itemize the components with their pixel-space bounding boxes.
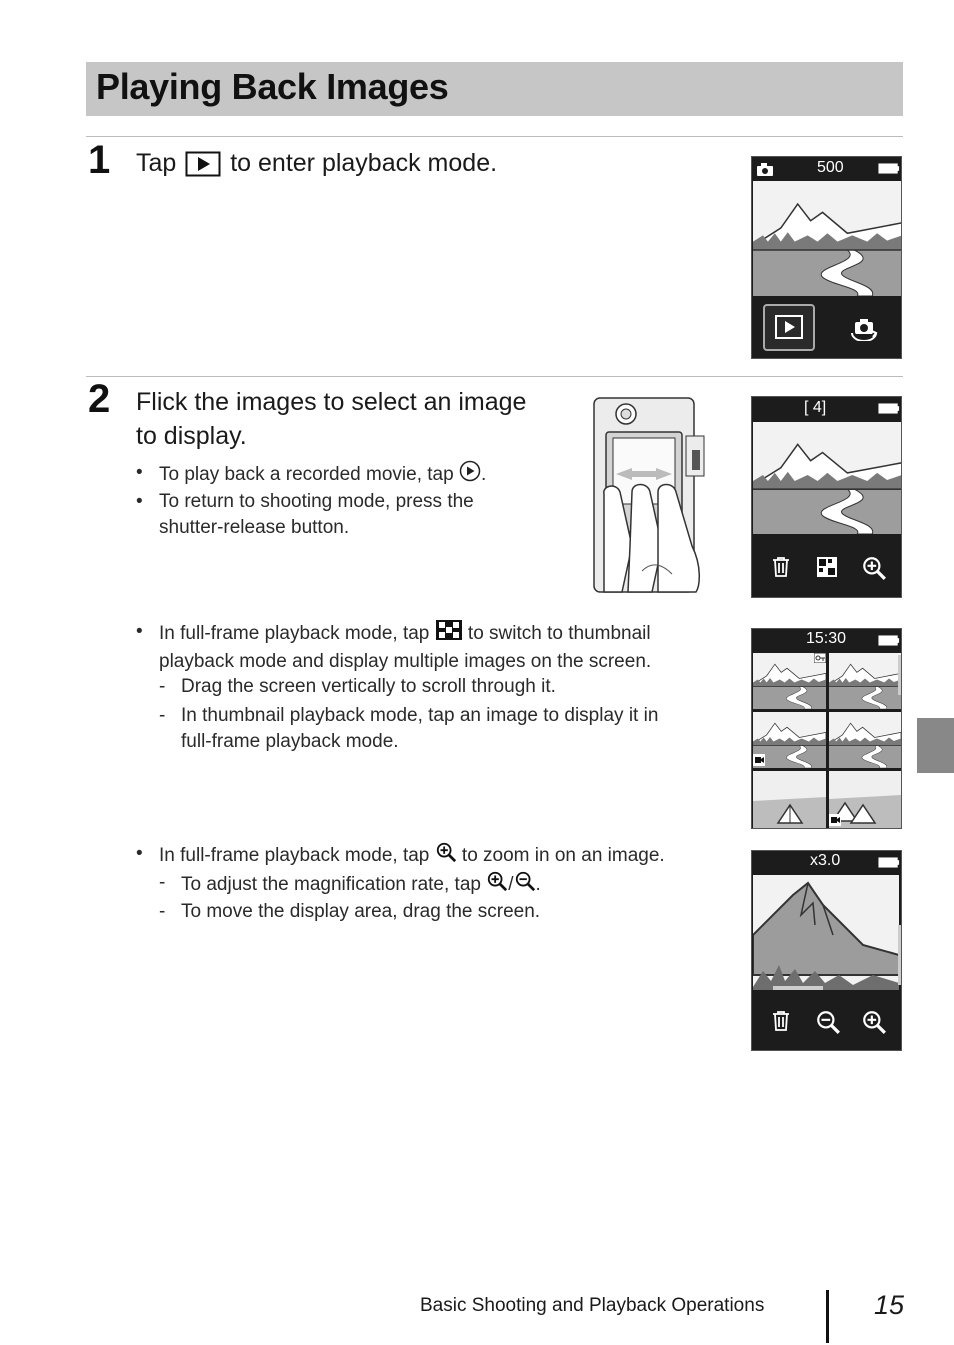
camera-screen-shooting: [751, 156, 902, 359]
footer-section-title: Basic Shooting and Playback Operations: [420, 1295, 765, 1316]
thumbnail-image[interactable]: [829, 712, 901, 768]
page-number: 15: [874, 1290, 905, 1320]
list-subitem: - To move the display area, drag the screen.: [159, 901, 541, 922]
chapter-tab: [917, 718, 954, 773]
protect-icon: [814, 653, 826, 663]
movie-icon: [829, 814, 841, 826]
list-item: • To play back a recorded movie, tap .: [159, 460, 486, 490]
zoom-in-icon[interactable]: [861, 555, 887, 581]
playback-button[interactable]: [763, 304, 815, 351]
list-item: • In full-frame playback mode, tap to zoom in on an image.: [159, 841, 665, 871]
section-divider: [86, 376, 903, 377]
full-frame-image[interactable]: [753, 422, 902, 534]
switch-camera-icon[interactable]: [850, 315, 878, 341]
movie-play-icon: [459, 460, 481, 490]
camera-screen-zoom: [751, 850, 902, 1051]
page-title: Playing Back Images: [96, 66, 449, 107]
flick-gesture-illustration: [592, 396, 712, 598]
footer-divider: [826, 1290, 829, 1343]
zoomed-image[interactable]: [753, 875, 899, 990]
zoom-level: x3.0: [810, 852, 841, 869]
battery-icon: [878, 857, 900, 868]
list-subitem: - In thumbnail playback mode, tap an image to display it in full-frame playback mode.: [159, 705, 659, 752]
shots-remaining: 500: [817, 159, 844, 176]
list-item: • In full-frame playback mode, tap to switch to thumbnail playback mode and display multiple images on the screen.: [136, 621, 652, 672]
step-number-1: 1: [88, 138, 111, 182]
list-item: • To return to shooting mode, press the shutter-release button.: [136, 491, 474, 538]
step2-heading-line1: Flick the images to select an image: [136, 388, 527, 416]
zoom-in-icon[interactable]: [861, 1009, 887, 1035]
section-divider: [86, 136, 903, 137]
thumbnail-icon[interactable]: [815, 555, 839, 579]
delete-icon[interactable]: [769, 555, 793, 579]
battery-icon: [878, 163, 900, 174]
playback-icon: [185, 151, 221, 177]
list-subitem: - To adjust the magnification rate, tap / .: [181, 870, 541, 900]
scrollbar[interactable]: [898, 655, 901, 695]
battery-icon: [878, 403, 900, 414]
preview-image: [753, 181, 902, 296]
scrollbar[interactable]: [898, 925, 901, 985]
camera-icon: [757, 163, 773, 176]
step2-heading: [136, 385, 526, 453]
camera-screen-thumbnails: [751, 628, 902, 829]
playback-button-icon: [774, 314, 804, 340]
step1-heading: [136, 146, 497, 180]
battery-icon: [878, 635, 900, 646]
thumbnail-image[interactable]: [829, 653, 901, 709]
step1-text-before: Tap: [136, 149, 177, 177]
movie-icon: [753, 754, 765, 766]
step-number-2: 2: [88, 377, 111, 421]
thumbnail-icon: [435, 619, 463, 649]
camera-screen-full-frame: [751, 396, 902, 598]
step2-heading-line2: to display.: [136, 422, 247, 450]
thumbnail-image[interactable]: [753, 771, 826, 828]
zoom-in-icon: [486, 870, 508, 900]
step1-text-after: to enter playback mode.: [230, 149, 498, 177]
zoom-out-icon[interactable]: [815, 1009, 841, 1035]
list-subitem: - Drag the screen vertically to scroll through it.: [159, 676, 556, 697]
clock-time: 15:30: [806, 630, 847, 647]
zoom-in-icon: [435, 841, 457, 871]
frame-number: [ 4]: [804, 399, 827, 416]
zoom-out-icon: [514, 870, 536, 900]
delete-icon[interactable]: [769, 1009, 793, 1033]
